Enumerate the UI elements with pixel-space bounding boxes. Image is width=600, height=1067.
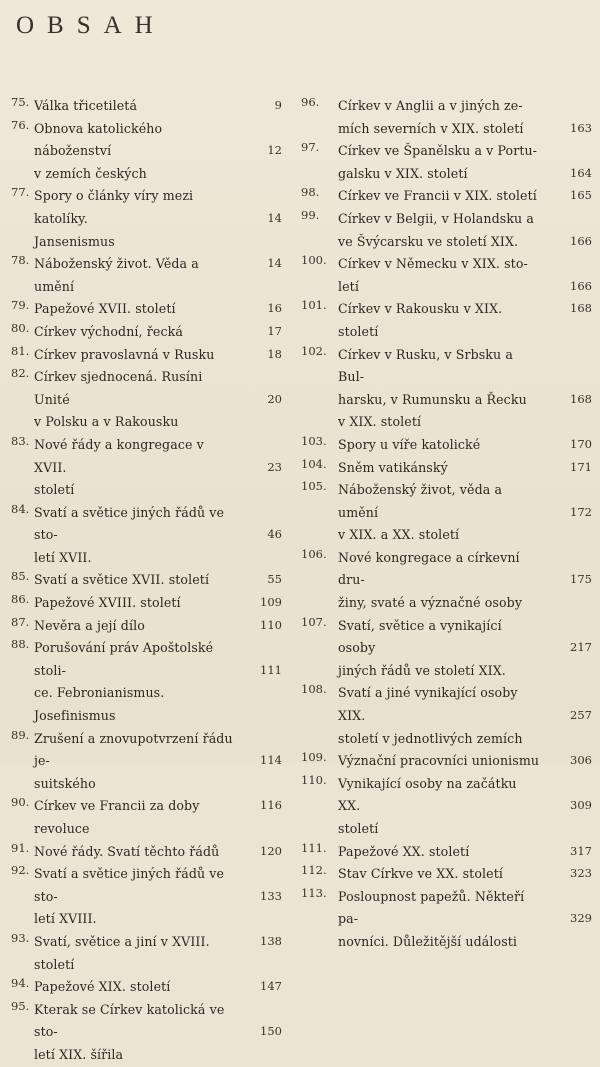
toc-entry: [300, 298, 600, 343]
toc-entry-title: [338, 750, 540, 773]
toc-entry: [0, 863, 300, 931]
toc-entry-page-number: 17: [267, 323, 282, 338]
toc-entry-page-number: 114: [260, 753, 282, 768]
toc-entry-line: Papežové XVIII. století: [34, 595, 181, 611]
toc-entry-line: Obnova katolického náboženství: [34, 120, 163, 159]
toc-entry-page-number: 23: [267, 459, 282, 474]
toc-entry: [300, 140, 600, 185]
toc-entry-page-number: 120: [260, 843, 282, 858]
toc-entry-title: [34, 615, 234, 638]
toc-entry-line: Náboženský život. Věda a umění: [34, 256, 199, 294]
toc-entry-page-number: 175: [570, 572, 592, 587]
toc-entry-title: [34, 253, 234, 298]
toc-entry-line: v XIX. století: [338, 414, 422, 430]
toc-entry-title: [34, 185, 234, 253]
toc-entry-line: jiných řádů ve století XIX.: [338, 662, 506, 678]
toc-entry: [0, 434, 300, 502]
toc-entry-number: 80.: [11, 320, 30, 335]
toc-entry-title: [34, 298, 234, 321]
toc-entry-line: Nové kongregace a církevní dru-: [338, 549, 520, 588]
toc-entry-title: [338, 457, 540, 480]
toc-entry: [0, 118, 300, 186]
toc-entry-line: Církev ve Francii za doby revoluce: [34, 798, 200, 836]
toc-entry: [300, 253, 600, 298]
toc-entry-line: století v jednotlivých zemích: [338, 730, 523, 746]
toc-entry-number: 76.: [11, 117, 30, 132]
toc-entry-line: Vynikající osoby na začátku XX.: [338, 775, 517, 814]
toc-entry: [0, 569, 300, 592]
toc-entry-number: 105.: [301, 479, 327, 494]
toc-entry: [300, 886, 600, 954]
toc-entry-title: [34, 976, 234, 999]
toc-entry-title: [338, 140, 540, 185]
toc-entry-page-number: 111: [260, 662, 282, 677]
toc-entry: [0, 185, 300, 253]
toc-left-column: [0, 95, 300, 1067]
toc-entry-line: Papežové XX. století: [338, 843, 470, 859]
toc-entry-number: 111.: [301, 840, 327, 855]
toc-entry: [300, 547, 600, 615]
toc-entry-page-number: 165: [570, 188, 592, 203]
toc-entry-number: 110.: [301, 772, 327, 787]
toc-entry-page-number: 9: [274, 98, 282, 112]
toc-entry-page-number: 133: [260, 888, 282, 903]
toc-entry-title: [34, 434, 234, 502]
toc-entry-line: letí: [338, 278, 359, 294]
toc-entry-line: letí XVIII.: [34, 911, 97, 927]
toc-entry-page-number: 164: [570, 165, 592, 180]
toc-entry-page-number: 116: [260, 798, 282, 813]
toc-entry-page-number: 217: [570, 640, 592, 655]
toc-entry-number: 77.: [11, 185, 30, 200]
toc-entry-line: století: [34, 482, 75, 498]
toc-entry-line: v Polsku a v Rakousku: [34, 414, 179, 430]
toc-entry-line: Církev v Německu v XIX. sto-: [338, 256, 528, 272]
toc-entry-number: 97.: [301, 140, 320, 155]
toc-entry-line: Svatí a světice jiných řádů ve sto-: [34, 866, 225, 904]
toc-entry-title: [34, 931, 234, 976]
toc-entry-title: [338, 863, 540, 886]
toc-entry: [0, 999, 300, 1067]
toc-entry-title: [34, 637, 234, 727]
toc-entry-title: [338, 434, 540, 457]
toc-entry-title: [338, 479, 540, 547]
toc-entry: [0, 366, 300, 434]
toc-entry: [0, 976, 300, 999]
toc-entry-number: 89.: [11, 727, 30, 742]
toc-entry-number: 113.: [301, 885, 327, 900]
toc-entry-line: Svatí a světice jiných řádů ve sto-: [34, 504, 225, 543]
toc-entry-page-number: 166: [570, 233, 592, 248]
toc-entry-number: 75.: [11, 95, 30, 109]
toc-entry-line: Církev ve Španělsku a v Portu-: [338, 143, 538, 159]
toc-entry-title: [338, 344, 540, 434]
toc-entry-line: Církev ve Francii v XIX. století: [338, 188, 537, 204]
toc-entry-page-number: 306: [570, 753, 592, 768]
toc-entry-line: Církev v Rusku, v Srbsku a Bul-: [338, 346, 513, 385]
toc-entry-title: [34, 592, 234, 615]
toc-entry-number: 86.: [11, 592, 30, 607]
toc-entry-page-number: 329: [570, 911, 592, 926]
toc-entry-title: [338, 682, 540, 750]
toc-entry: [0, 95, 300, 118]
toc-entry-number: 107.: [301, 614, 327, 629]
toc-entry-line: letí XVII.: [34, 549, 92, 565]
toc-entry-line: Svatí, světice a jiní v XVIII. století: [34, 933, 210, 972]
toc-entry-page-number: 150: [260, 1024, 282, 1039]
toc-entry-line: Jansenismus: [34, 233, 115, 249]
toc-entry: [300, 682, 600, 750]
toc-entry-number: 96.: [301, 95, 320, 109]
toc-entry: [300, 479, 600, 547]
toc-entry-line: Spory o články víry mezi katolíky.: [34, 188, 194, 226]
toc-entry-line: Církev v Anglii a v jiných ze-: [338, 98, 523, 113]
toc-entry-line: Kterak se Církev katolická ve sto-: [34, 1001, 225, 1040]
toc-entry-line: mích severních v XIX. století: [338, 120, 524, 136]
toc-entry-line: Svatí a světice XVII. století: [34, 572, 210, 588]
toc-entry: [0, 502, 300, 570]
toc-entry: [0, 321, 300, 344]
toc-entry-line: Válka třicetiletá: [34, 98, 138, 113]
toc-entry-line: Svatí a jiné vynikající osoby XIX.: [338, 685, 518, 724]
toc-entry-line: Papežové XVII. století: [34, 301, 176, 317]
toc-entry-page-number: 168: [570, 391, 592, 406]
toc-entry-title: [34, 344, 234, 367]
toc-entry-line: Nové řády a kongregace v XVII.: [34, 436, 204, 475]
toc-entry: [0, 841, 300, 864]
toc-entry: [0, 795, 300, 840]
toc-entry-line: Církev sjednocená. Rusíni Unité: [34, 369, 203, 407]
toc-entry-line: ce. Febronianismus. Josefinismus: [34, 685, 165, 724]
toc-entry: [300, 344, 600, 434]
toc-entry-title: [34, 321, 234, 344]
toc-entry-line: Sněm vatikánský: [338, 459, 448, 475]
toc-entry-page-number: 163: [570, 120, 592, 135]
toc-entry-title: [338, 547, 540, 615]
toc-entry: [300, 457, 600, 480]
toc-entry-title: [34, 863, 234, 931]
toc-entry-line: Církev v Rakousku v XIX. století: [338, 301, 503, 339]
toc-entry-page-number: 55: [267, 572, 282, 587]
toc-entry-number: 104.: [301, 456, 327, 471]
toc-entry: [0, 592, 300, 615]
toc-entry-line: Svatí, světice a vynikající osoby: [338, 617, 502, 656]
toc-entry-title: [34, 502, 234, 570]
toc-entry-page-number: 168: [570, 301, 592, 316]
toc-entry: [0, 298, 300, 321]
toc-entry-line: novníci. Důležitější události: [338, 933, 518, 949]
toc-entry-page-number: 171: [570, 459, 592, 474]
toc-entry-number: 93.: [11, 930, 30, 945]
toc-entry-page-number: 166: [570, 278, 592, 293]
toc-entry-number: 102.: [301, 343, 327, 358]
toc-entry-page-number: 14: [267, 210, 282, 225]
toc-entry: [0, 931, 300, 976]
toc-entry-number: 91.: [11, 840, 30, 855]
toc-entry-page-number: 46: [267, 527, 282, 542]
toc-entry-title: [34, 728, 234, 796]
toc-entry-number: 88.: [11, 637, 30, 652]
toc-entry-title: [34, 569, 234, 592]
toc-entry-line: Porušování práv Apoštolské stoli-: [34, 640, 214, 678]
toc-entry-line: žiny, svaté a význačné osoby: [338, 595, 523, 611]
toc-right-column: [300, 95, 600, 954]
toc-entry: [300, 773, 600, 841]
toc-entry-page-number: 16: [267, 301, 282, 316]
toc-entry-number: 108.: [301, 682, 327, 697]
toc-entry-page-number: 138: [260, 933, 282, 948]
toc-entry-number: 95.: [11, 998, 30, 1013]
toc-entry-line: Význační pracovníci unionismu: [338, 753, 540, 769]
toc-entry-page-number: 14: [267, 256, 282, 271]
toc-entry-line: v zemích českých: [34, 165, 147, 181]
toc-entry-page-number: 110: [260, 617, 282, 632]
toc-entry-title: [338, 615, 540, 683]
toc-entry: [0, 615, 300, 638]
toc-entry-line: harsku, v Rumunsku a Řecku: [338, 391, 527, 407]
toc-entry-page-number: 172: [570, 504, 592, 519]
toc-entry: [300, 95, 600, 140]
toc-entry-line: ve Švýcarsku ve století XIX.: [338, 233, 519, 249]
page-title: OBSAH: [16, 12, 166, 39]
toc-entry: [0, 344, 300, 367]
toc-entry-line: Náboženský život, věda a umění: [338, 482, 503, 520]
toc-entry-number: 92.: [11, 863, 30, 878]
toc-entry-title: [338, 886, 540, 954]
toc-entry-page-number: 170: [570, 436, 592, 451]
toc-entry-number: 99.: [301, 207, 320, 222]
toc-entry-number: 83.: [11, 433, 30, 448]
toc-entry-line: Církev v Belgii, v Holandsku a: [338, 210, 534, 226]
toc-entry-title: [338, 298, 540, 343]
toc-entry-title: [34, 841, 234, 864]
toc-entry: [0, 637, 300, 727]
toc-entry: [300, 841, 600, 864]
toc-entry-line: Nové řády. Svatí těchto řádů: [34, 843, 220, 859]
toc-entry-line: století: [338, 821, 379, 836]
toc-entry-number: 103.: [301, 433, 327, 448]
toc-entry-title: [34, 366, 234, 434]
toc-entry: [300, 208, 600, 253]
toc-entry-number: 98.: [301, 185, 320, 200]
toc-entry-number: 79.: [11, 298, 30, 313]
toc-entry-title: [34, 795, 234, 840]
toc-entry-page-number: 109: [260, 595, 282, 610]
toc-entry-line: Církev východní, řecká: [34, 323, 183, 339]
toc-entry-page-number: 323: [570, 866, 592, 881]
toc-entry-number: 94.: [11, 976, 30, 991]
toc-entry: [300, 863, 600, 886]
toc-entry-page-number: 20: [267, 391, 282, 406]
toc-entry-page-number: 257: [570, 708, 592, 723]
toc-entry-number: 100.: [301, 253, 327, 268]
toc-entry-line: Nevěra a její dílo: [34, 617, 145, 633]
toc-entry-number: 87.: [11, 614, 30, 629]
toc-entry-title: [34, 999, 234, 1067]
toc-entry-title: [338, 773, 540, 841]
toc-entry-title: [338, 185, 540, 208]
toc-entry-line: Stav Církve ve XX. století: [338, 866, 503, 882]
toc-entry: [0, 253, 300, 298]
toc-entry: [300, 185, 600, 208]
toc-entry-page-number: 147: [260, 979, 282, 994]
toc-entry-title: [34, 95, 234, 118]
toc-entry-line: Papežové XIX. století: [34, 979, 171, 995]
toc-entry-line: Církev pravoslavná v Rusku: [34, 346, 215, 362]
toc-entry-line: v XIX. a XX. století: [338, 527, 460, 543]
toc-entry-number: 81.: [11, 343, 30, 358]
toc-entry-line: Spory u víře katolické: [338, 436, 481, 452]
toc-entry-page-number: 309: [570, 798, 592, 813]
toc-entry-number: 112.: [301, 863, 327, 878]
toc-entry-number: 101.: [301, 298, 327, 313]
toc-entry-number: 90.: [11, 795, 30, 810]
toc-entry-number: 82.: [11, 366, 30, 381]
toc-entry-line: suitského: [34, 775, 96, 791]
toc-entry-number: 78.: [11, 253, 30, 268]
toc-entry-number: 85.: [11, 569, 30, 584]
toc-entry-number: 84.: [11, 501, 30, 516]
toc-entry-page-number: 12: [267, 143, 282, 158]
toc-entry-title: [338, 841, 540, 864]
toc-entry-title: [338, 95, 540, 140]
toc-entry: [300, 434, 600, 457]
toc-entry: [300, 615, 600, 683]
toc-entry: [0, 728, 300, 796]
toc-entry-page-number: 18: [267, 346, 282, 361]
toc-entry-line: galsku v XIX. století: [338, 165, 468, 181]
toc-entry-line: Posloupnost papežů. Někteří pa-: [338, 888, 525, 927]
toc-entry-line: Zrušení a znovupotvrzení řádu je-: [34, 730, 233, 769]
toc-entry-title: [34, 118, 234, 186]
toc-entry: [300, 750, 600, 773]
toc-entry-number: 109.: [301, 750, 327, 765]
toc-entry-number: 106.: [301, 546, 327, 561]
toc-entry-title: [338, 253, 540, 298]
toc-entry-page-number: 317: [570, 843, 592, 858]
toc-entry-title: [338, 208, 540, 253]
toc-entry-line: letí XIX. šířila: [34, 1046, 124, 1062]
